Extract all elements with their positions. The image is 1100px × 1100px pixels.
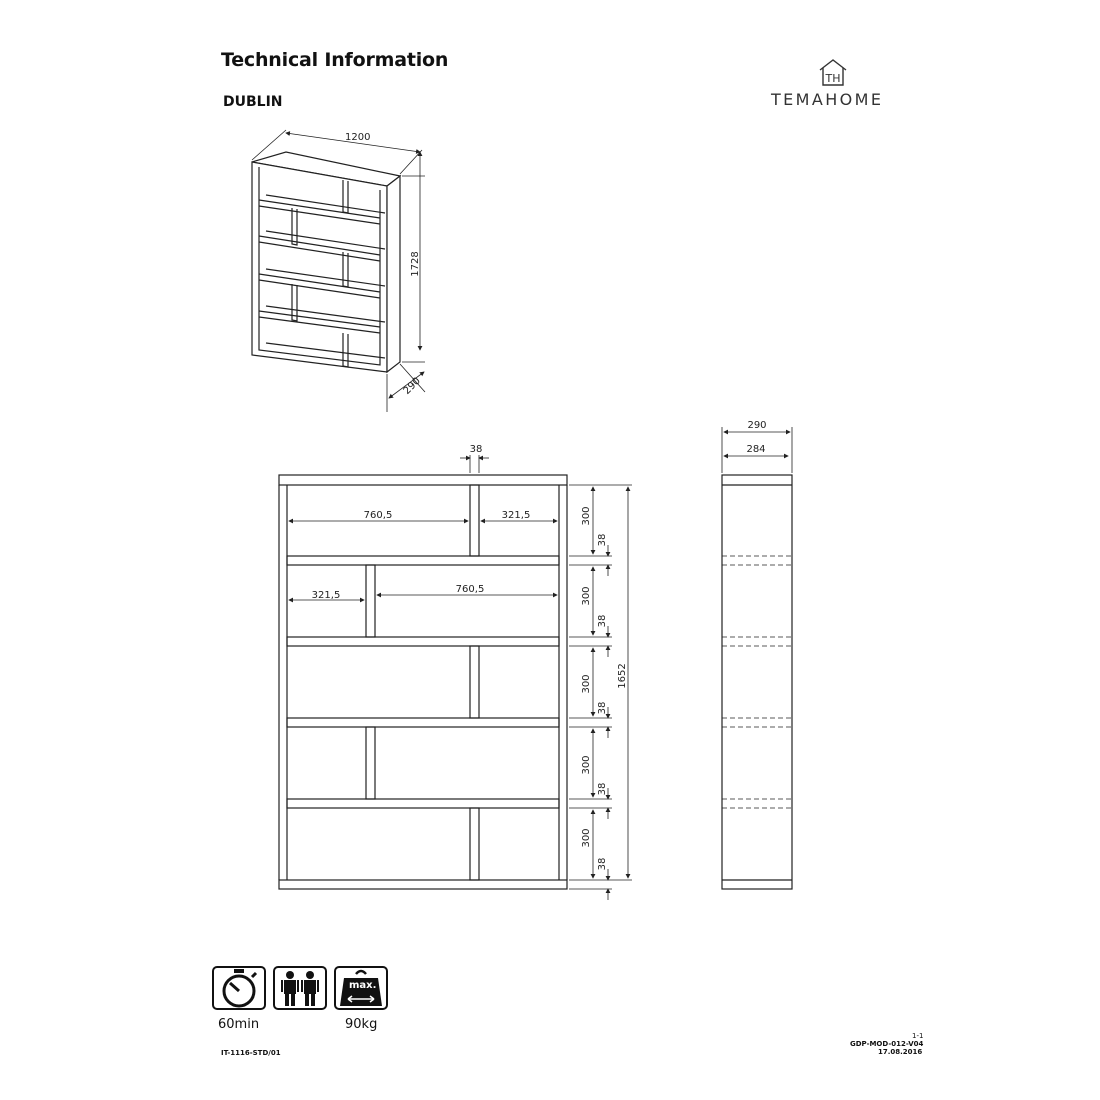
weight-icon	[334, 966, 388, 1010]
shelf-thickness-label: 38	[597, 782, 608, 796]
assembly-time-label: 60min	[218, 1017, 260, 1032]
total-height-label: 1652	[617, 663, 628, 689]
row2-right-width: 760,5	[455, 584, 485, 595]
compartment-height-label: 300	[581, 755, 592, 775]
compartment-height-label: 300	[581, 828, 592, 848]
perspective-width-label: 1200	[345, 132, 371, 143]
perspective-height-label: 1728	[410, 251, 421, 277]
row1-right-width: 321,5	[501, 510, 531, 521]
perspective-view	[252, 130, 425, 412]
max-load-badge: max.	[349, 980, 377, 991]
side-view	[722, 427, 792, 889]
row1-left-width: 760,5	[363, 510, 393, 521]
page-number: 1-1	[912, 1032, 924, 1040]
perspective-depth-label: 290	[401, 375, 423, 397]
shelf-thickness-label: 38	[597, 614, 608, 628]
row2-left-width: 321,5	[311, 590, 341, 601]
max-load-label: 90kg	[345, 1017, 378, 1032]
front-view	[279, 455, 632, 900]
doc-date: 17.08.2016	[878, 1048, 923, 1056]
two-persons-icon	[273, 966, 327, 1010]
brand-name: TEMAHOME	[771, 90, 884, 109]
compartment-height-label: 300	[581, 586, 592, 606]
product-name: DUBLIN	[223, 94, 283, 110]
doc-id: IT-1116-STD/01	[221, 1049, 281, 1057]
compartment-height-label: 300	[581, 506, 592, 526]
doc-code: GDP-MOD-012-V04	[850, 1040, 924, 1048]
brand-monogram: TH	[825, 72, 841, 85]
side-outer-depth-label: 290	[747, 420, 767, 431]
top-divider-label: 38	[469, 444, 483, 455]
shelf-thickness-label: 38	[597, 533, 608, 547]
shelf-thickness-label: 38	[597, 701, 608, 715]
compartment-height-label: 300	[581, 674, 592, 694]
stopwatch-icon	[212, 966, 266, 1010]
page-title: Technical Information	[221, 49, 449, 71]
side-inner-depth-label: 284	[746, 444, 766, 455]
shelf-thickness-label: 38	[597, 857, 608, 871]
